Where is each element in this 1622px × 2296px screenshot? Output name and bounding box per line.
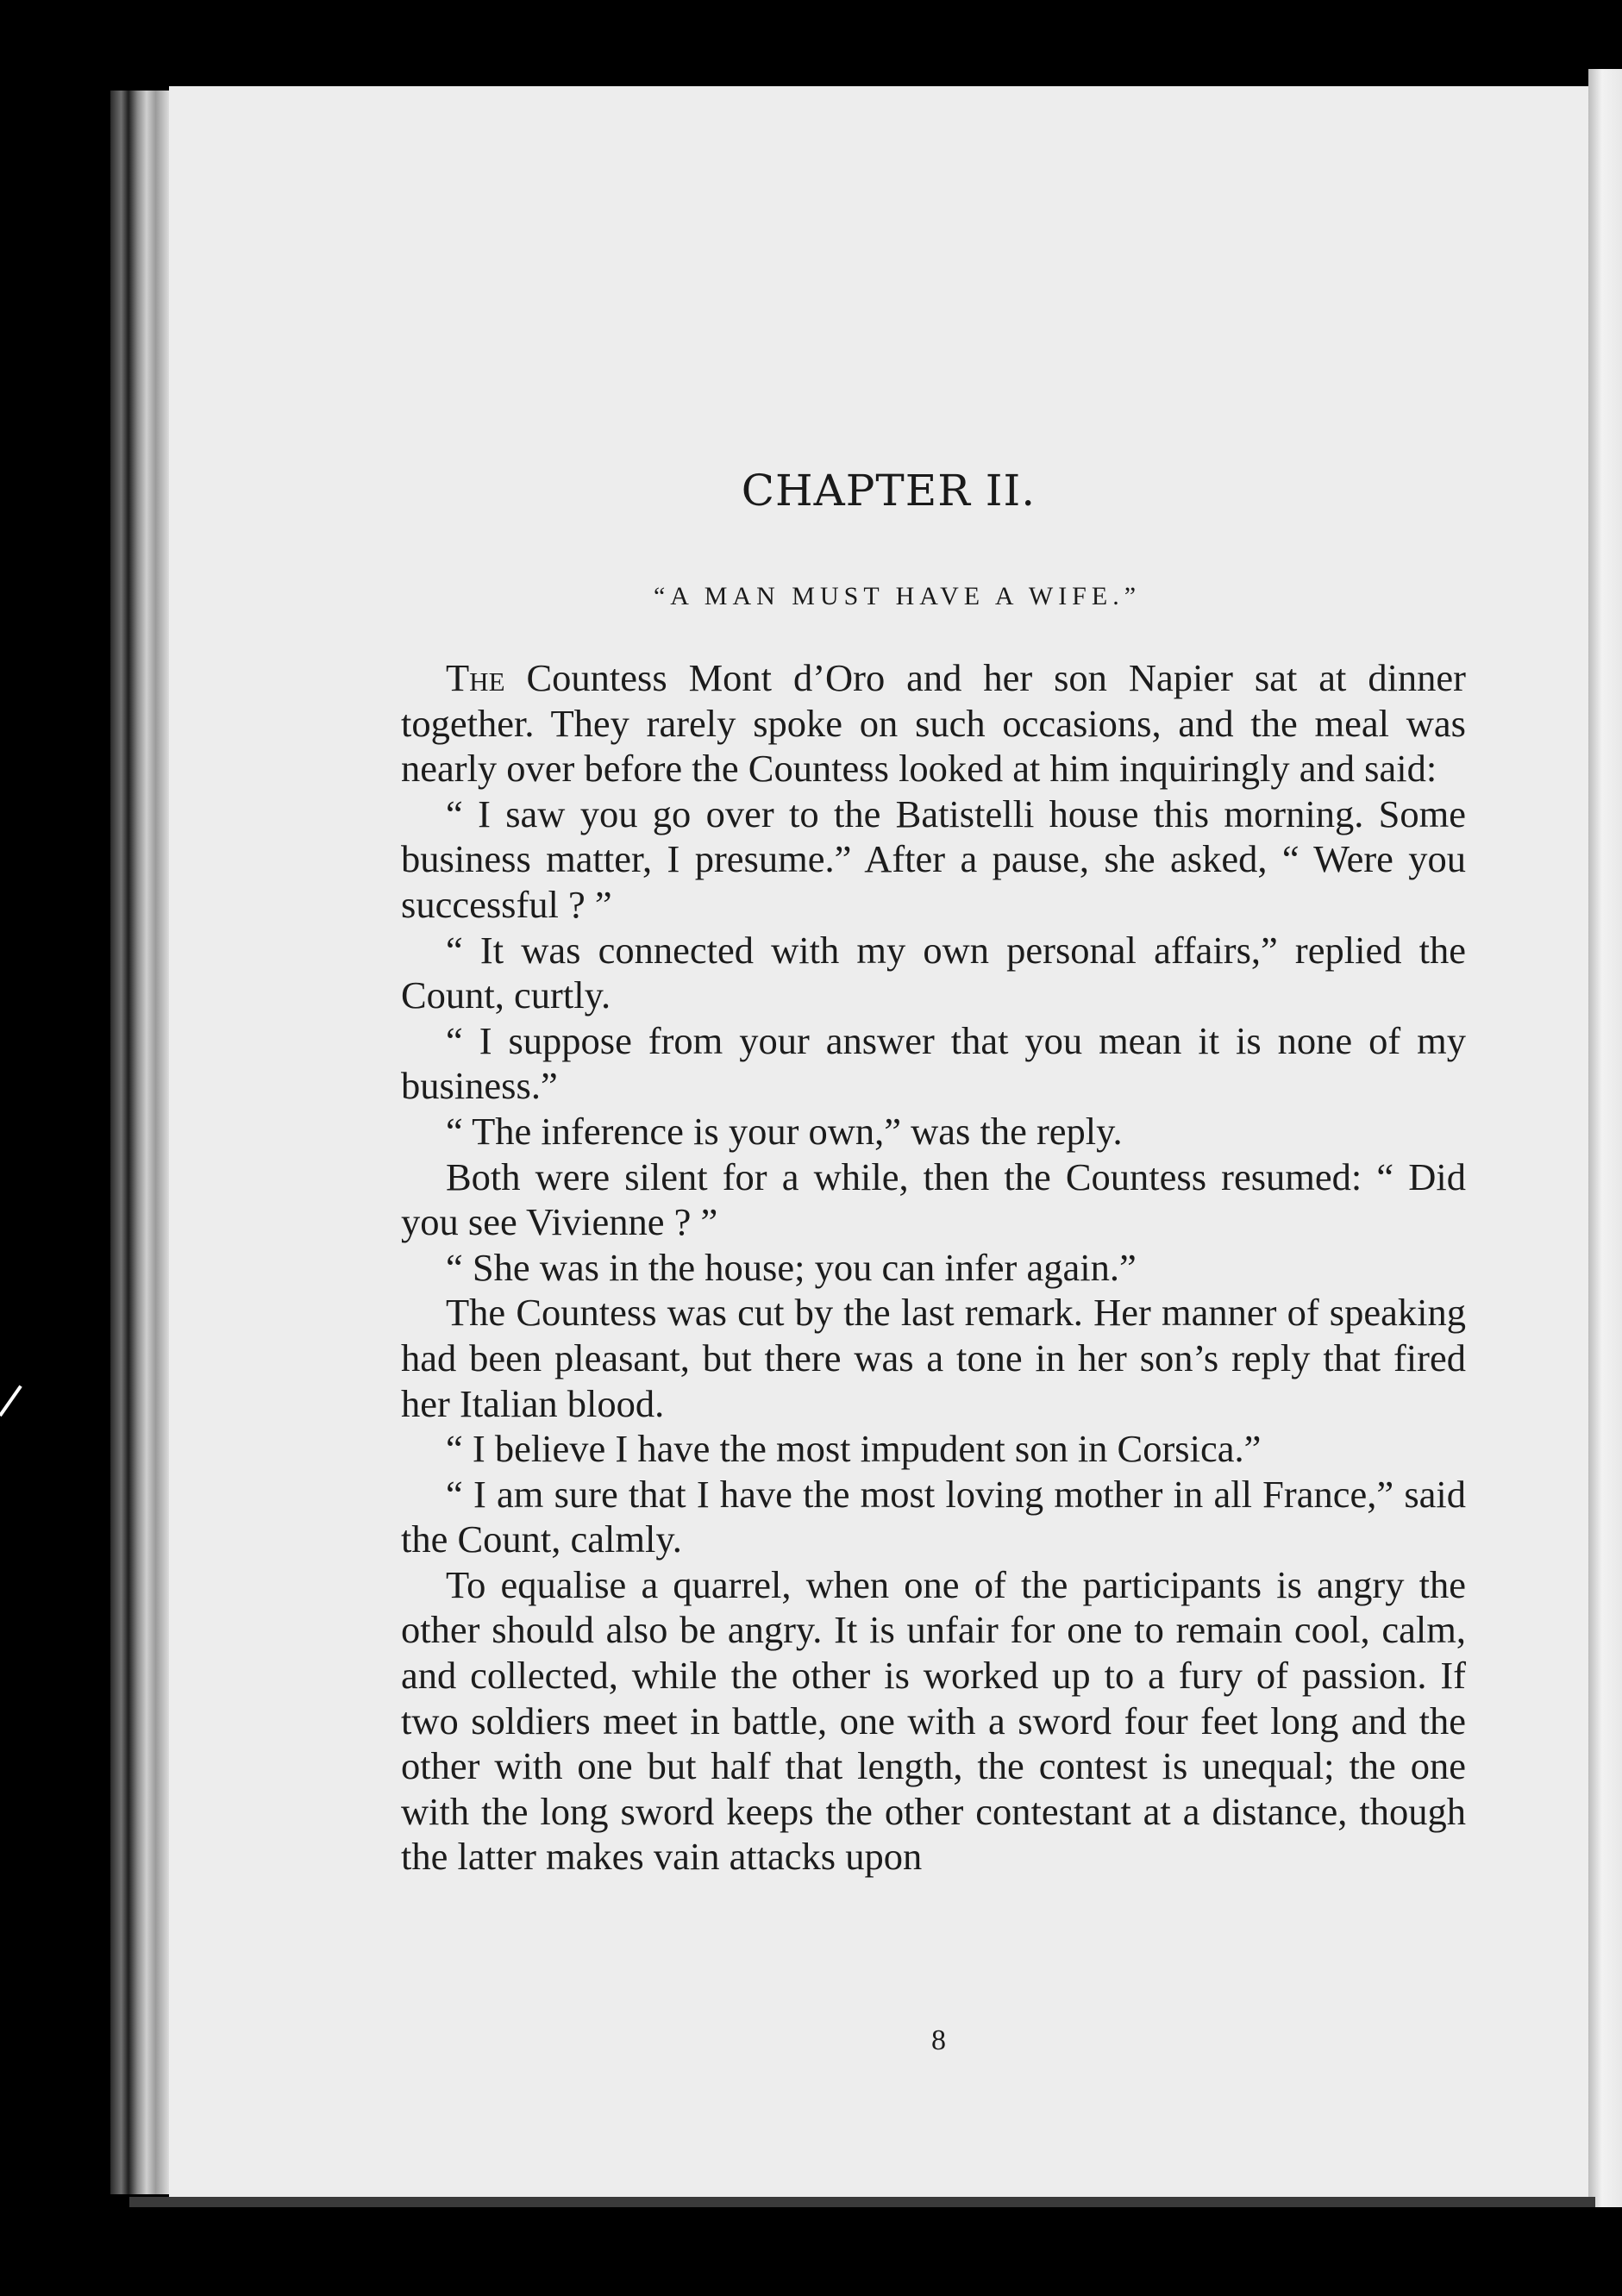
page-number: 8 — [931, 2024, 946, 2056]
chapter-subtitle: “A MAN MUST HAVE A WIFE.” — [653, 582, 1142, 610]
paragraph: “ I am sure that I have the most loving mother in all France,” said the Count, calmly. — [401, 1472, 1466, 1561]
chapter-title: CHAPTER II. — [741, 466, 1036, 516]
paragraph — [401, 655, 1466, 791]
next-page-edge — [1588, 69, 1622, 2207]
paragraph: “ She was in the house; you can infer again.” — [446, 1245, 1137, 1289]
paragraph: “ I believe I have the most impudent son in Corsica.” — [446, 1427, 1262, 1471]
scan-artifact — [0, 1385, 22, 1417]
paragraph: “ It was connected with my own personal affairs,” replied the Count, curtly. — [401, 928, 1466, 1017]
page-bottom-shadow — [129, 2197, 1595, 2207]
chapter-body — [401, 655, 1466, 1880]
paragraph: “ I saw you go over to the Batistelli house this morning. Some business matter, I presume.” After a pause, she asked, “ Were you successful ? ” — [401, 791, 1466, 926]
paragraph: The Countess was cut by the last remark. Her manner of speaking had been pleasant, but there was a tone in her son’s reply that fired her Italian blood. — [401, 1291, 1466, 1425]
paragraph-lead: The — [446, 656, 505, 699]
paragraph: Both were silent for a while, then the Countess resumed: “ Did you see Vivienne ? ” — [401, 1154, 1466, 1244]
paragraph-text: Countess Mont d’Oro and her son Napier sat at dinner together. They rarely spoke on such occasions, and the meal was nearly over before the Countess looked at him inquiringly and said: — [401, 656, 1466, 791]
paragraph: “ The inference is your own,” was the reply. — [446, 1109, 1123, 1153]
book-spine-edge — [110, 91, 171, 2194]
paragraph: To equalise a quarrel, when one of the participants is angry the other should also be angry. It is unfair for one to remain cool, calm, and collected, while the other is worked up to a fury of passion. If two soldiers meet in battle, one with a sword four feet long and the other with one but half that length, the contest is unequal; the one with the long sword keeps the other contestant at a distance, though the latter makes vain attacks upon — [401, 1562, 1466, 1879]
paragraph: “ I suppose from your answer that you mean it is none of my business.” — [401, 1018, 1466, 1108]
